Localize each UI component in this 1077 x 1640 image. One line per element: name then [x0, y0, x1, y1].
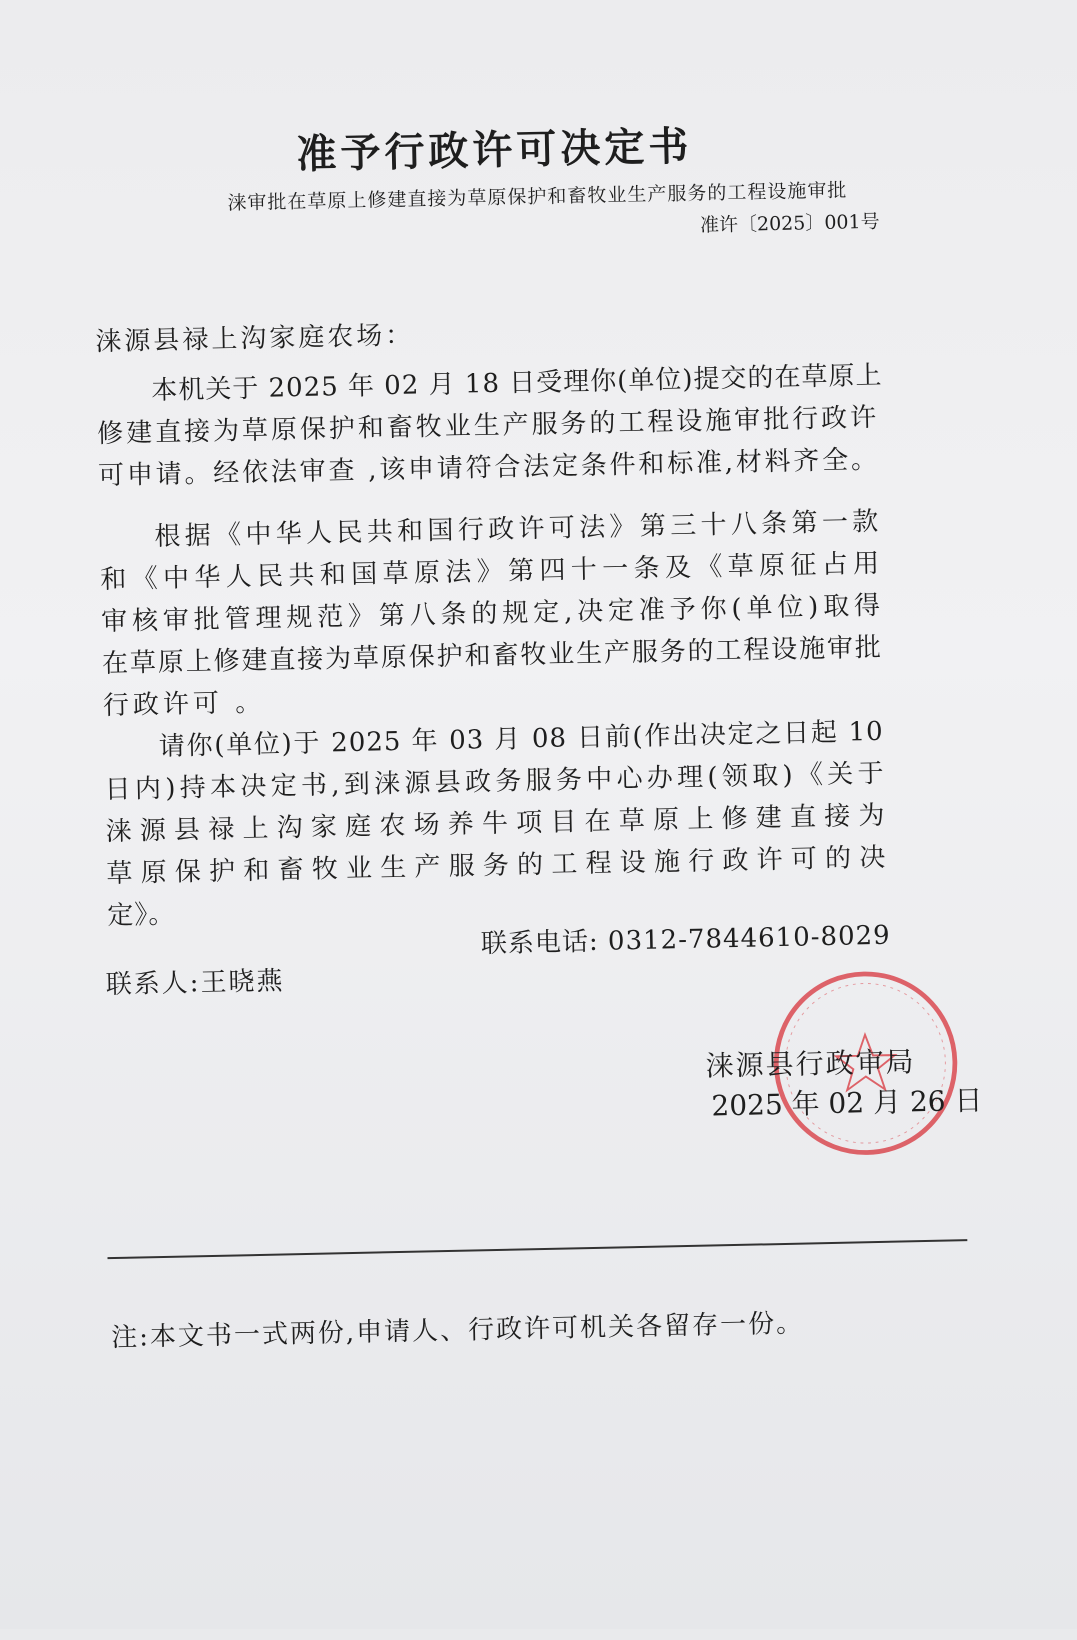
paragraph-1-line: 修建直接为草原保护和畜牧业生产服务的工程设施审批行政许 [96, 402, 878, 450]
paragraph-2-line: 在草原上修建直接为草原保护和畜牧业生产服务的工程设施审批 [101, 632, 883, 680]
paragraph-3-line: 请你(单位)于 2025 年 03 月 08 日前(作出决定之日起 10 [158, 716, 884, 762]
issuing-office: 涞源县行政审局 [705, 1045, 916, 1083]
salutation: 涞源县禄上沟家庭农场： [95, 320, 415, 358]
paragraph-2-line: 和《中华人民共和国草原法》第四十一条及《草原征占用 [99, 548, 881, 596]
issue-date: 2025 年 02 月 26 日 [711, 1083, 983, 1123]
paragraph-3-line: 涞源县禄上沟家庭农场养牛项目在草原上修建直接为 [105, 800, 886, 848]
paragraph-1-line: 本机关于 2025 年 02 月 18 日受理你(单位)提交的在草原上 [151, 360, 883, 407]
contact-person: 联系人:王晓燕 [105, 966, 285, 1001]
paragraph-1-line: 可申请。经依法审查 ,该申请符合法定条件和标准,材料齐全。 [97, 444, 879, 492]
paragraph-2-line: 根据《中华人民共和国行政许可法》第三十八条第一款 [154, 506, 880, 553]
paragraph-3-line: 定》。 [107, 899, 176, 932]
paragraph-3-line: 草原保护和畜牧业生产服务的工程设施行政许可的决 [106, 842, 887, 890]
divider-line [107, 1239, 967, 1259]
paragraph-2-line: 行政许可 。 [102, 687, 266, 722]
document-number: 准许〔2025〕001号 [699, 210, 880, 237]
paragraph-2-line: 审核审批管理规范》第八条的规定,决定准予你(单位)取得 [100, 590, 882, 638]
contact-phone: 联系电话: 0312-7844610-8029 [480, 920, 891, 960]
footnote: 注:本文书一式两份,申请人、行政许可机关各留存一份。 [110, 1308, 805, 1354]
document-title: 准予行政许可决定书 [295, 122, 693, 178]
paragraph-3-line: 日内)持本决定书,到涞源县政务服务中心办理(领取)《关于 [104, 758, 885, 806]
document-subtitle: 涞审批在草原上修建直接为草原保护和畜牧业生产服务的工程设施审批 [227, 179, 848, 215]
